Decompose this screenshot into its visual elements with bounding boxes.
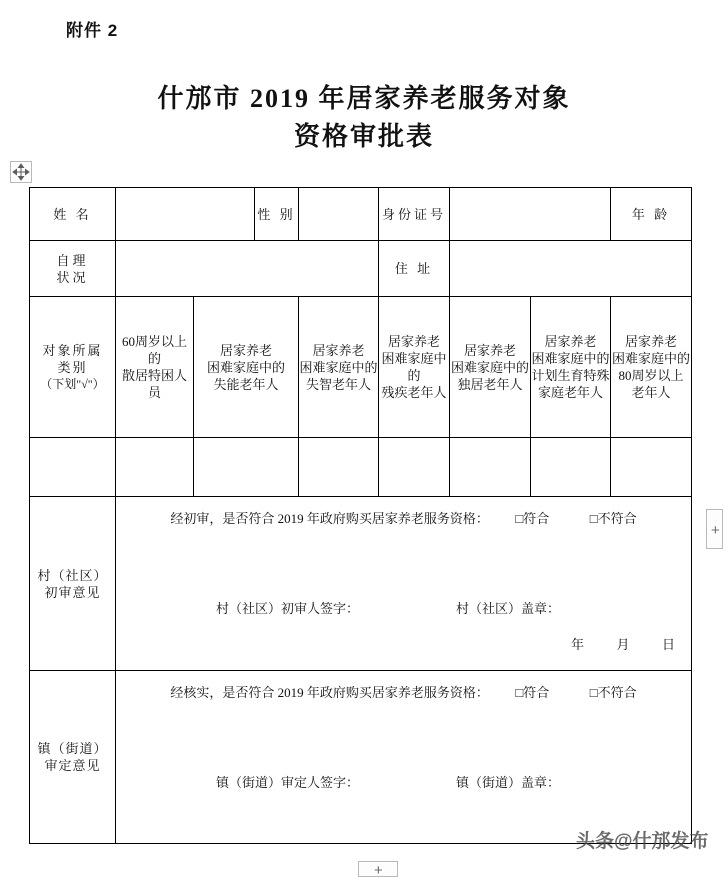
category-7-line-1: 居家养老 (624, 334, 677, 349)
category-6-line-1: 居家养老 (544, 334, 597, 349)
category-mark-4[interactable] (379, 438, 450, 497)
village-date-day: 日 (662, 637, 676, 652)
category-4-line-2: 困难家庭中的 (381, 351, 447, 383)
category-3-line-3: 失智老年人 (305, 376, 371, 392)
category-mark-6[interactable] (531, 438, 611, 497)
name-label: 姓 名 (30, 188, 116, 241)
category-5-line-1: 居家养老 (463, 342, 516, 358)
town-checkbox-yes[interactable]: □符合 (515, 685, 550, 700)
insert-column-handle[interactable] (706, 509, 723, 549)
category-5-line-2: 困难家庭中的 (450, 359, 529, 375)
category-cell-5 (450, 297, 531, 438)
village-opinion-label (30, 497, 116, 671)
town-label-line-2: 审定意见 (44, 758, 101, 773)
village-opinion-question-row (130, 509, 677, 529)
category-cell-4 (379, 297, 450, 438)
town-signature-label[interactable]: 镇（街道）审定人签字： (216, 775, 360, 790)
plus-icon: + (711, 522, 720, 539)
category-4-line-3: 残疾老年人 (381, 385, 447, 400)
category-3-line-1: 居家养老 (312, 342, 365, 358)
category-2-line-3: 失能老年人 (213, 376, 279, 392)
id-number-value-cell[interactable] (450, 188, 611, 241)
move-arrows-icon (11, 162, 31, 182)
category-group-label (30, 297, 116, 438)
town-seal-label[interactable]: 镇（街道）盖章： (456, 775, 561, 790)
table-move-handle[interactable] (10, 161, 32, 183)
category-4-line-1: 居家养老 (387, 334, 440, 349)
age-label: 年 龄 (611, 188, 692, 241)
village-date-row[interactable] (571, 635, 675, 655)
town-question-text: 经核实，是否符合 2019 年政府购买居家养老服务资格： (170, 685, 489, 700)
category-label-line-2: 类别 (57, 359, 88, 375)
gender-value-cell[interactable] (299, 188, 379, 241)
town-label-line-1: 镇（街道） (37, 741, 108, 756)
plus-icon: + (374, 862, 383, 879)
village-signature-label[interactable]: 村（社区）初审人签字： (216, 601, 360, 616)
village-checkbox-no[interactable]: □不符合 (589, 511, 637, 526)
category-label-line-1: 对象所属 (42, 342, 103, 358)
village-date-month: 月 (616, 637, 630, 652)
document-title (0, 80, 728, 156)
town-opinion-question-row (130, 683, 677, 703)
watermark: 头条@什邡发布 (576, 831, 709, 852)
category-6-line-3: 计划生育特殊 (531, 368, 610, 383)
category-7-line-4: 老年人 (631, 385, 671, 400)
name-value-cell[interactable] (116, 188, 255, 241)
village-checkbox-yes[interactable]: □符合 (515, 511, 550, 526)
category-mark-7[interactable] (611, 438, 692, 497)
category-6-line-4: 家庭老年人 (537, 385, 603, 400)
category-1-line-2: 散居特困人员 (121, 368, 187, 400)
address-value-cell[interactable] (450, 241, 692, 297)
town-opinion-inner (116, 671, 691, 843)
attachment-label: 附件 2 (66, 21, 119, 40)
category-6-line-2: 困难家庭中的 (531, 351, 610, 366)
gender-label: 性 别 (255, 188, 299, 241)
village-seal-label[interactable]: 村（社区）盖章： (456, 601, 561, 616)
category-cell-3 (299, 297, 379, 438)
selfcare-status-label (30, 241, 116, 297)
category-5-line-3: 独居老年人 (457, 376, 523, 392)
table-row-basic-info (30, 188, 692, 241)
table-row-town-opinion (30, 671, 692, 844)
category-3-line-2: 困难家庭中的 (299, 359, 378, 375)
category-mark-1[interactable] (116, 438, 194, 497)
category-1-line-1: 60周岁以上的 (121, 334, 187, 366)
selfcare-label-line-2: 状况 (56, 269, 89, 285)
category-7-line-3: 80周岁以上 (618, 368, 684, 383)
village-opinion-inner (116, 497, 691, 670)
category-mark-3[interactable] (299, 438, 379, 497)
selfcare-label-line-1: 自理 (56, 252, 89, 268)
title-line-2: 资格审批表 (293, 122, 434, 151)
town-opinion-label (30, 671, 116, 844)
address-label: 住 址 (379, 241, 450, 297)
category-7-line-2: 困难家庭中的 (611, 351, 690, 366)
village-question-text: 经初审，是否符合 2019 年政府购买居家养老服务资格： (170, 511, 489, 526)
town-checkbox-no[interactable]: □不符合 (589, 685, 637, 700)
category-mark-5[interactable] (450, 438, 531, 497)
category-cell-2 (194, 297, 299, 438)
table-row-address (30, 241, 692, 297)
town-opinion-body[interactable] (116, 671, 692, 844)
table-row-village-opinion (30, 497, 692, 671)
title-line-1: 什邡市 2019 年居家养老服务对象 (157, 84, 571, 113)
category-cell-7 (611, 297, 692, 438)
category-label-line-3: （下划"√"） (40, 376, 105, 391)
village-opinion-body[interactable] (116, 497, 692, 671)
approval-form-table (29, 187, 691, 844)
category-cell-6 (531, 297, 611, 438)
selfcare-status-value-cell[interactable] (116, 241, 379, 297)
village-label-line-2: 初审意见 (44, 584, 101, 600)
table-row-categories (30, 297, 692, 438)
insert-row-handle[interactable] (358, 861, 398, 877)
category-cell-1 (116, 297, 194, 438)
id-number-label: 身份证号 (379, 188, 450, 241)
village-date-year: 年 (571, 637, 585, 652)
category-2-line-2: 困难家庭中的 (206, 359, 285, 375)
category-mark-2[interactable] (194, 438, 299, 497)
table-row-category-marks (30, 438, 692, 497)
category-2-line-1: 居家养老 (219, 342, 272, 358)
village-label-line-1: 村（社区） (37, 567, 108, 583)
category-mark-spacer (30, 438, 116, 497)
